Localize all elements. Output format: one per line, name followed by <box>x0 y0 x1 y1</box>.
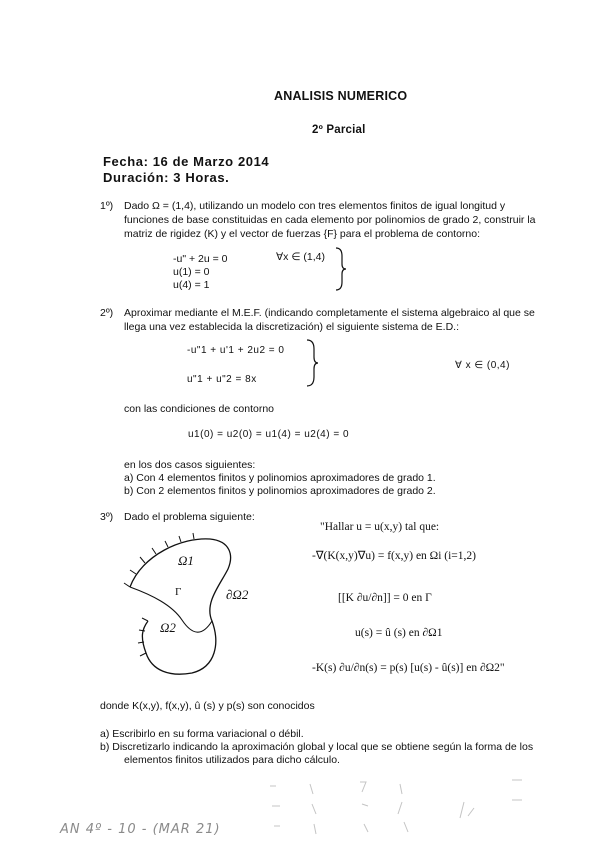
q1-line-2: funciones de base constituidas en cada elemento por polinomios de grado 2, construir la <box>124 214 536 226</box>
q3-number: 3º) <box>100 511 114 523</box>
q1-equation-2: u(1) = 0 <box>173 266 210 278</box>
q3-item-a: a) Escribirlo en su forma variacional o débil. <box>100 728 304 740</box>
q3-donde: donde K(x,y), f(x,y), û (s) y p(s) son conocidos <box>100 700 315 712</box>
q1-equation-condition: ∀x ∈ (1,4) <box>276 251 326 263</box>
bleed-through-marks <box>250 776 550 836</box>
q2-equation-2: u"1 + u"2 = 8x <box>187 374 257 385</box>
q1-equation-1: -u" + 2u = 0 <box>173 253 228 265</box>
q1-line-3: matriz de rigidez (K) y el vector de fuerzas {F} para el problema de contorno: <box>124 228 481 240</box>
q2-line-2: llega una vez establecida la discretización) el siguiente sistema de E.D.: <box>124 321 460 333</box>
figure-label-gamma: Γ <box>175 586 182 598</box>
q2-line-1: Aproximar mediante el M.E.F. (indicando completamente el sistema algebraico al que se <box>124 307 535 319</box>
q2-boundary-conditions: u1(0) = u2(0) = u1(4) = u2(4) = 0 <box>188 429 350 440</box>
document-title: ANALISIS NUMERICO <box>274 89 408 103</box>
q1-number: 1º) <box>100 200 114 212</box>
figure-label-omega2: Ω2 <box>160 620 176 635</box>
q2-case-a: a) Con 4 elementos finitos y polinomios aproximadores de grado 1. <box>124 472 436 484</box>
q3-equation-1: -∇(K(x,y)∇u) = f(x,y) en Ωi (i=1,2) <box>312 550 476 562</box>
q3-item-b-line-2: elementos finitos utilizados para dicho cálculo. <box>124 754 340 766</box>
q3-equation-4: -K(s) ∂u/∂n(s) = p(s) [u(s) - û(s)] en ∂Ω2" <box>312 662 505 674</box>
document-subtitle: 2º Parcial <box>312 124 366 136</box>
q2-cases-intro: en los dos casos siguientes: <box>124 459 256 471</box>
q3-equation-3: u(s) = û (s) en ∂Ω1 <box>355 627 443 639</box>
q2-equation-1: -u"1 + u'1 + 2u2 = 0 <box>187 345 285 356</box>
q2-brace-icon <box>305 338 321 388</box>
q3-intro: Dado el problema siguiente: <box>124 511 255 523</box>
handwritten-note: AN 4º - 10 - (MAR 21) <box>60 822 221 837</box>
exam-duration: Duración: 3 Horas. <box>103 170 230 185</box>
exam-date: Fecha: 16 de Marzo 2014 <box>103 154 270 169</box>
q3-equation-2: [[K ∂u/∂n]] = 0 en Γ <box>338 592 432 604</box>
q2-case-b: b) Con 2 elementos finitos y polinomios aproximadores de grado 2. <box>124 485 436 497</box>
q3-item-b-line-1: b) Discretizarlo indicando la aproximación global y local que se obtiene según la forma de los <box>100 741 534 753</box>
q1-line-1: Dado Ω = (1,4), utilizando un modelo con tres elementos finitos de igual longitud y <box>124 200 506 212</box>
q2-condition: ∀ x ∈ (0,4) <box>455 360 510 371</box>
q2-boundary-intro: con las condiciones de contorno <box>124 403 275 415</box>
q3-hallar: "Hallar u = u(x,y) tal que: <box>320 521 440 533</box>
domain-figure <box>112 525 272 685</box>
q1-brace-icon <box>334 246 348 292</box>
q2-number: 2º) <box>100 307 114 319</box>
figure-label-domega2: ∂Ω2 <box>226 587 249 602</box>
figure-label-omega1: Ω1 <box>178 553 194 568</box>
q1-equation-3: u(4) = 1 <box>173 279 210 291</box>
